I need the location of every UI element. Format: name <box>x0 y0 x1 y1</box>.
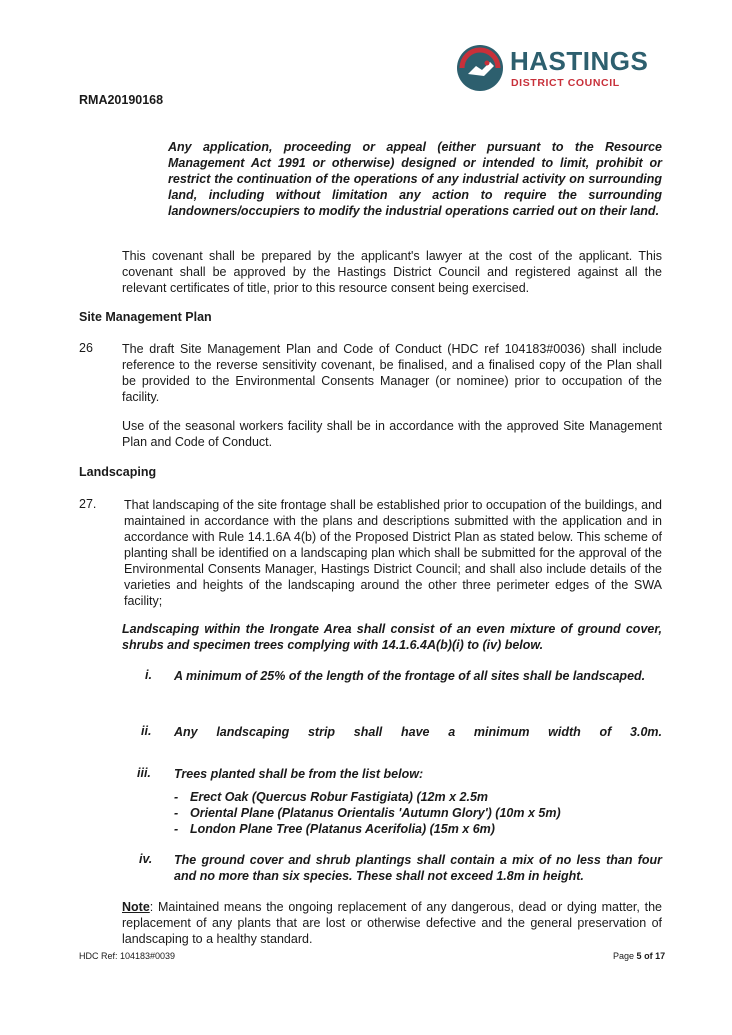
covenant-text: Any application, proceeding or appeal (either pursuant to the Resource Management Act 1991 or otherwise) designed or intended to limit, prohibit or restrict the continuation of the operations of any industrial activity on surrounding land, including without limitation any action to require the surrounding landowners/occupiers to modify the industrial operations carried out on their land. <box>168 140 662 218</box>
item-ii-number: ii. <box>141 724 152 738</box>
note-text: : Maintained means the ongoing replacement of any dangerous, dead or dying matter, the replacement of any plants that are lost or otherwise defective and the general preservation of landscaping to a healthy standard. <box>122 900 662 946</box>
of-label: of <box>644 951 653 961</box>
tree-list-item: Oriental Plane (Platanus Orientalis 'Autumn Glory') (10m x 5m) <box>190 806 561 820</box>
note-label: Note <box>122 900 150 914</box>
item-iii-number: iii. <box>137 766 151 780</box>
landscaping-heading: Landscaping <box>79 465 157 479</box>
council-emblem-icon <box>456 44 504 92</box>
page-total: 17 <box>655 951 666 961</box>
page-label: Page <box>613 951 635 961</box>
logo-subtitle: DISTRICT COUNCIL <box>511 77 620 89</box>
tree-bullet: - <box>174 790 179 804</box>
site-management-text: The draft Site Management Plan and Code of Conduct (HDC ref 104183#0036) shall include reference to the reverse sensitivity covenant, be finalised, and a finalised copy of the Plan shall be provided to the Environmental Consents Manager (or nominee) prior to occupation of the facility. <box>122 342 662 404</box>
site-management-text-2: Use of the seasonal workers facility shall be in accordance with the approved Site Management Plan and Code of Conduct. <box>122 419 662 449</box>
irongate-text: Landscaping within the Irongate Area shall consist of an even mixture of ground cover, shrubs and specimen trees complying with 14.1.6.4A(b)(i) to (iv) below. <box>122 622 662 652</box>
item-i-number: i. <box>145 668 152 682</box>
tree-list-item: London Plane Tree (Platanus Acerifolia) (15m x 6m) <box>190 822 495 836</box>
footer-reference: HDC Ref: 104183#0039 <box>79 951 176 961</box>
condition-number-27: 27. <box>79 497 97 511</box>
tree-bullet: - <box>174 806 179 820</box>
item-iv-text: The ground cover and shrub plantings shall contain a mix of no less than four and no more than six species. These shall not exceed 1.8m in height. <box>174 853 662 883</box>
logo-name: HASTINGS <box>510 46 649 76</box>
site-management-heading: Site Management Plan <box>79 310 212 324</box>
item-iv-number: iv. <box>139 852 153 866</box>
document-reference: RMA20190168 <box>79 93 164 107</box>
item-i-text: A minimum of 25% of the length of the frontage of all sites shall be landscaped. <box>174 669 646 683</box>
tree-list-item: Erect Oak (Quercus Robur Fastigiata) (12m x 2.5m <box>190 790 489 804</box>
landscaping-note <box>122 899 662 947</box>
tree-bullet: - <box>174 822 179 836</box>
covenant-note: This covenant shall be prepared by the applicant's lawyer at the cost of the applicant. This covenant shall be approved by the Hastings District Council and registered against all the relevant certificates of title, prior to this resource consent being exercised. <box>122 249 662 295</box>
tree-list <box>190 789 662 837</box>
tree-bullets <box>174 789 190 837</box>
page-current: 5 <box>636 951 642 961</box>
item-iii-text: Trees planted shall be from the list below: <box>174 767 424 781</box>
item-ii-text: Any landscaping strip shall have a minimum width of 3.0m. <box>174 725 662 739</box>
council-logo <box>456 40 666 94</box>
condition-number-26: 26 <box>79 341 93 355</box>
footer-page-number <box>613 951 665 961</box>
landscaping-text: That landscaping of the site frontage shall be established prior to occupation of the buildings, and maintained in accordance with the plans and descriptions submitted with the application and in accordance with Rule 14.1.6A 4(b) of the Proposed District Plan as stated below. This scheme of planting shall be identified on a landscaping plan which shall be submitted for the approval of the Environmental Consents Manager, Hastings District Council; and shall also include details of the varieties and heights of the landscaping around the other three perimeter edges of the SWA facility; <box>124 498 662 608</box>
